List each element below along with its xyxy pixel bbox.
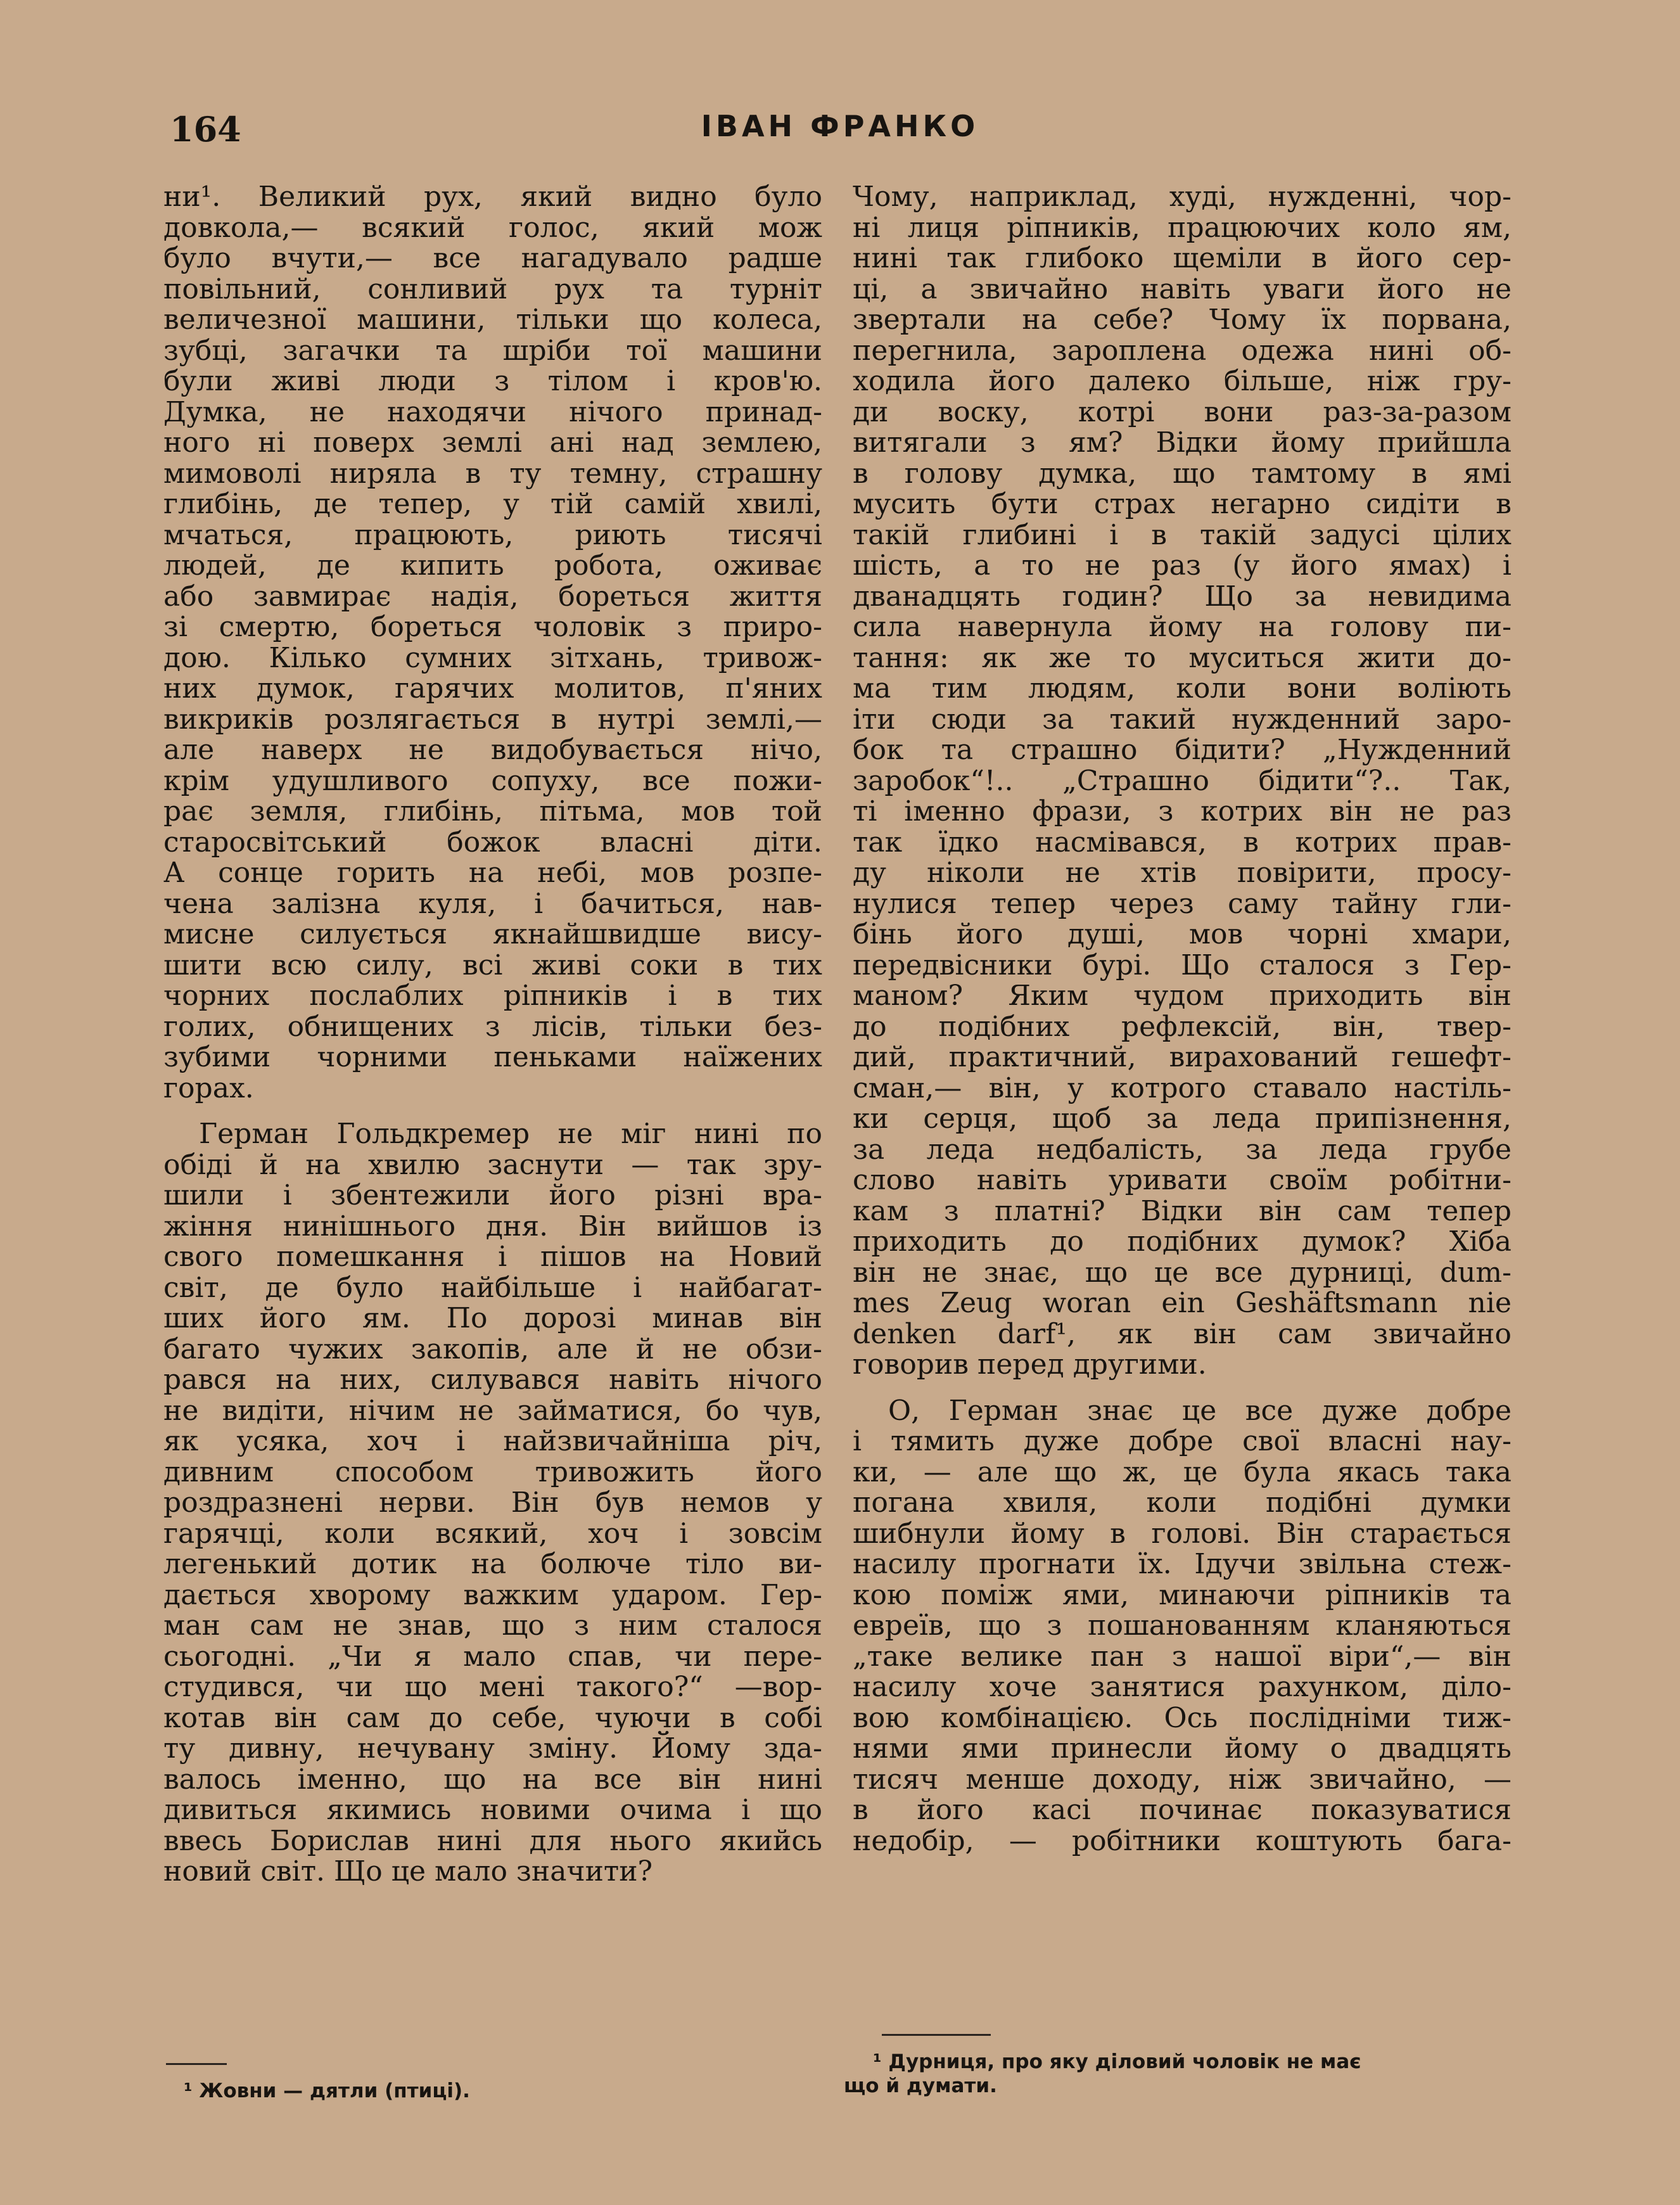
footnote-right-line-1: ¹ Дурниця, про яку діловий чоловік не має — [873, 2050, 1361, 2073]
text-line: насилу хоче занятися рахунком, діло- — [853, 1671, 1511, 1703]
text-line: ті іменно фрази, з котрих він не раз — [853, 795, 1511, 828]
text-line: шість, а то не раз (у його ямах) і — [853, 549, 1511, 582]
text-line: вою комбінацією. Ось послідніми тиж- — [853, 1701, 1511, 1734]
text-line: мимоволі ниряла в ту темну, страшну — [163, 457, 822, 490]
text-line: були живі люди з тілом і кров'ю. — [163, 365, 822, 397]
footnote-rule-left — [166, 2063, 227, 2065]
text-line: шили і збентежили його різні вра- — [163, 1179, 822, 1211]
text-line: іти сюди за такий нужденний заро- — [853, 703, 1511, 736]
page-header — [170, 109, 1510, 153]
text-line: ма тим людям, коли вони воліють — [853, 672, 1511, 705]
text-line: глибінь, де тепер, у тій самій хвилі, — [163, 488, 822, 520]
text-line: він не знає, що це все дурниці, dum- — [853, 1256, 1511, 1289]
text-line: свого помешкання і пішов на Новий — [163, 1241, 822, 1273]
text-line: в голову думка, що тамтому в ямі — [853, 457, 1511, 490]
text-line: тання: як же то муситься жити до- — [853, 641, 1511, 674]
text-line: як усяка, хоч і найзвичайніша річ, — [163, 1425, 822, 1457]
text-line: denken darf¹, як він сам звичайно — [853, 1317, 1511, 1350]
text-line: довкола,— всякий голос, який мож — [163, 211, 822, 244]
text-line: заробок“!.. „Страшно бідити“?.. Так, — [853, 764, 1511, 797]
text-line: шибнули йому в голові. Він старається — [853, 1517, 1511, 1550]
text-line: дивним способом тривожить його — [163, 1455, 822, 1488]
text-line: витягали з ям? Відки йому прийшла — [853, 426, 1511, 459]
text-line: або завмирає надія, бореться життя — [163, 580, 822, 613]
text-line: mes Zeug woran ein Geshäftsmann nie — [853, 1287, 1511, 1319]
text-line: дою. Кілько сумних зітхань, тривож- — [163, 641, 822, 674]
footnote-left: ¹ Жовни — дятли (птиці). — [184, 2080, 470, 2102]
text-line: світ, де було найбільше і найбагат- — [163, 1271, 822, 1304]
text-line: сман,— він, у котрого ставало настіль- — [853, 1071, 1511, 1104]
text-line: і тямить дуже добре свої власні нау- — [853, 1425, 1511, 1457]
running-title: ІВАН ФРАНКО — [701, 109, 979, 143]
text-line: зубці, загачки та шріби тої машини — [163, 334, 822, 367]
text-line: маном? Яким чудом приходить він — [853, 980, 1511, 1012]
text-line: старосвітський божок власні діти. — [163, 826, 822, 859]
paragraph-gap — [163, 1104, 822, 1119]
text-line: але наверх не видобувається нічо, — [163, 734, 822, 766]
text-line: чена залізна куля, і бачиться, нав- — [163, 887, 822, 920]
text-line: людей, де кипить робота, оживає — [163, 549, 822, 582]
text-line: ці, а звичайно навіть уваги його не — [853, 272, 1511, 305]
text-line: дванадцять годин? Що за невидима — [853, 580, 1511, 613]
text-line: рався на них, силувався навіть нічого — [163, 1364, 822, 1396]
text-line: евреїв, що з пошанованням кланяються — [853, 1609, 1511, 1642]
text-line: дий, практичний, вирахований гешефт- — [853, 1041, 1511, 1073]
text-line: „таке велике пан з нашої віри“,— він — [853, 1640, 1511, 1673]
text-line: рає земля, глибінь, пітьма, мов той — [163, 795, 822, 828]
text-line: ди воску, котрі вони раз-за-разом — [853, 395, 1511, 428]
text-line: ман сам не знав, що з ним сталося — [163, 1609, 822, 1642]
text-line: зі смертю, бореться чоловік з приро- — [163, 611, 822, 643]
text-line: ного ні поверх землі ані над землею, — [163, 426, 822, 459]
text-line: в його касі починає показуватися — [853, 1794, 1511, 1826]
text-line: шити всю силу, всі живі соки в тих — [163, 949, 822, 981]
text-line: легенький дотик на болюче тіло ви- — [163, 1548, 822, 1580]
paragraph-gap — [853, 1381, 1511, 1396]
text-line: мисне силується якнайшвидше вису- — [163, 918, 822, 950]
text-line: жіння нинішнього дня. Він вийшов із — [163, 1210, 822, 1243]
text-line: крім удушливого сопуху, все пожи- — [163, 764, 822, 797]
text-line: бінь його душі, мов чорні хмари, — [853, 918, 1511, 950]
text-line: перегнила, зароплена одежа нині об- — [853, 334, 1511, 367]
text-line: слово навіть уривати своїм робітни- — [853, 1164, 1511, 1196]
text-line: недобір, — робітники коштують бага- — [853, 1824, 1511, 1857]
text-line: за леда недбалість, за леда грубе — [853, 1133, 1511, 1166]
left-column — [163, 182, 822, 1888]
text-line: ні лиця ріпників, працюючих коло ям, — [853, 211, 1511, 244]
text-line: дивиться якимись новими очима і що — [163, 1794, 822, 1826]
text-line: погана хвиля, коли подібні думки — [853, 1486, 1511, 1519]
text-line: насилу прогнати їх. Ідучи звільна стеж- — [853, 1548, 1511, 1580]
text-line: ду ніколи не хтів повірити, просу- — [853, 857, 1511, 889]
text-line: бок та страшно бідити? „Нужденний — [853, 734, 1511, 766]
text-line: Думка, не находячи нічого принад- — [163, 395, 822, 428]
text-line: обіді й на хвилю заснути — так зру- — [163, 1148, 822, 1181]
text-line: було вчути,— все нагадувало радше — [163, 242, 822, 274]
text-line: роздразнені нерви. Він був немов у — [163, 1486, 822, 1519]
text-line: сьогодні. „Чи я мало спав, чи пере- — [163, 1640, 822, 1673]
text-line: чорних послаблих ріпників і в тих — [163, 980, 822, 1012]
text-line: ших його ям. По дорозі минав він — [163, 1302, 822, 1334]
text-line: мусить бути страх негарно сидіти в — [853, 488, 1511, 520]
right-column — [853, 182, 1511, 1857]
text-line: валось іменно, що на все він нині — [163, 1763, 822, 1796]
text-line: ходила його далеко більше, ніж гру- — [853, 365, 1511, 397]
text-line: так їдко насмівався, в котрих прав- — [853, 826, 1511, 859]
text-line: них думок, гарячих молитов, п'яних — [163, 672, 822, 705]
text-line: голих, обнищених з лісів, тільки без- — [163, 1010, 822, 1043]
text-line: ни¹. Великий рух, який видно було — [163, 181, 822, 213]
text-line: ту дивну, нечувану зміну. Йому зда- — [163, 1732, 822, 1765]
text-line: Чому, наприклад, худі, нужденні, чор- — [853, 181, 1511, 213]
text-line: приходить до подібних думок? Хіба — [853, 1225, 1511, 1258]
text-line: ки, — але що ж, це була якась така — [853, 1455, 1511, 1488]
text-line: нині так глибоко щеміли в його сер- — [853, 242, 1511, 274]
text-line: зубими чорними пеньками наїжених — [163, 1041, 822, 1073]
text-line: передвісники бурі. Що сталося з Гер- — [853, 949, 1511, 981]
page-number: 164 — [170, 109, 241, 150]
text-line: дається хворому важким ударом. Гер- — [163, 1578, 822, 1611]
text-line: величезної машини, тільки що колеса, — [163, 304, 822, 336]
footnote-rule-right — [882, 2034, 991, 2036]
text-line: говорив перед другими. — [853, 1348, 1207, 1381]
text-line: тисяч менше доходу, ніж звичайно, — — [853, 1763, 1511, 1796]
text-line: гарячці, коли всякий, хоч і зовсім — [163, 1517, 822, 1550]
text-line: ки серця, щоб за леда припізнення, — [853, 1102, 1511, 1135]
text-line: нями ями принесли йому о двадцять — [853, 1732, 1511, 1765]
text-line: не видіти, нічим не займатися, бо чув, — [163, 1394, 822, 1427]
text-line: О, Герман знає це все дуже добре — [888, 1394, 1511, 1427]
text-line: котав він сам до себе, чуючи в собі — [163, 1701, 822, 1734]
text-line: студився, чи що мені такого?“ —вор- — [163, 1671, 822, 1703]
text-line: звертали на себе? Чому їх порвана, — [853, 304, 1511, 336]
text-line: до подібних рефлексій, він, твер- — [853, 1010, 1511, 1043]
text-line: А сонце горить на небі, мов розпе- — [163, 857, 822, 889]
text-line: повільний, сонливий рух та турніт — [163, 272, 822, 305]
text-line: такій глибині і в такій задусі цілих — [853, 518, 1511, 551]
text-line: нулися тепер через саму тайну гли- — [853, 887, 1511, 920]
text-line: Герман Гольдкремер не міг нині по — [199, 1118, 822, 1150]
footnote-right-line-2: що й думати. — [844, 2074, 997, 2097]
text-line: мчаться, працюють, риють тисячі — [163, 518, 822, 551]
text-line: викриків розлягається в нутрі землі,— — [163, 703, 822, 736]
text-line: ввесь Борислав нині для нього якийсь — [163, 1824, 822, 1857]
text-line: кам з платні? Відки він сам тепер — [853, 1194, 1511, 1227]
text-line: багато чужих закопів, але й не обзи- — [163, 1333, 822, 1365]
text-line: горах. — [163, 1071, 254, 1104]
text-line: сила навернула йому на голову пи- — [853, 611, 1511, 643]
text-line: кою поміж ями, минаючи ріпників та — [853, 1578, 1511, 1611]
text-line: новий світ. Що це мало значити? — [163, 1855, 653, 1888]
